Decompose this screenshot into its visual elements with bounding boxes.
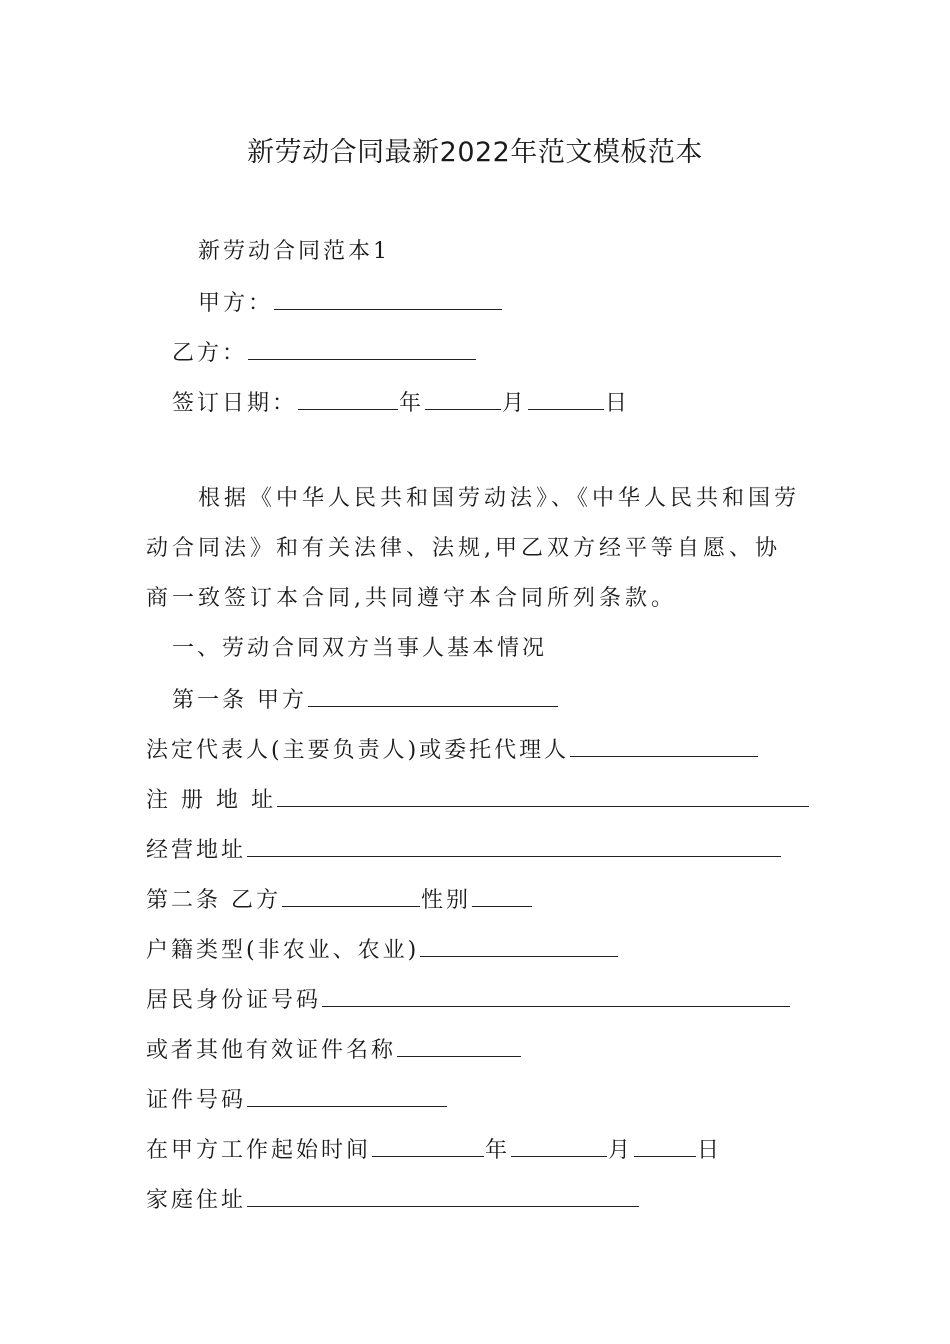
reg-address-line <box>146 784 810 816</box>
other-id-label: 或者其他有效证件名称 <box>146 1038 397 1063</box>
sign-date-label: 签订日期： <box>172 391 298 416</box>
party-b-blank[interactable] <box>248 337 476 360</box>
reg-address-blank[interactable] <box>277 784 809 807</box>
household-blank[interactable] <box>420 934 618 957</box>
household-label: 户籍类型(非农业、农业) <box>146 938 420 963</box>
employer-name-blank[interactable] <box>308 684 558 707</box>
sign-month-blank[interactable] <box>425 387 501 410</box>
start-month-blank[interactable] <box>511 1134 607 1157</box>
start-time-label: 在甲方工作起始时间 <box>146 1138 372 1163</box>
party-b-line <box>172 337 477 369</box>
sign-date-line <box>172 387 630 419</box>
article-2-line <box>146 884 533 916</box>
legal-rep-line <box>146 734 759 766</box>
sign-year-blank[interactable] <box>298 387 398 410</box>
intro-paragraph <box>146 474 806 624</box>
gender-blank[interactable] <box>472 884 532 907</box>
legal-rep-blank[interactable] <box>570 734 758 757</box>
day-label: 日 <box>605 391 631 416</box>
biz-address-label: 经营地址 <box>146 838 247 863</box>
cert-number-line <box>146 1084 448 1116</box>
intro-text: 根据《中华人民共和国劳动法》、《中华人民共和国劳动合同法》和有关法律、法规,甲乙双方经平等自愿、协商一致签订本合同,共同遵守本合同所列条款。 <box>146 486 801 611</box>
document-title: 新劳动合同最新2022年范文模板范本 <box>247 137 703 168</box>
cert-number-blank[interactable] <box>247 1084 447 1107</box>
household-line <box>146 934 619 966</box>
home-address-blank[interactable] <box>247 1184 639 1207</box>
party-a-label: 甲方： <box>198 291 274 316</box>
gender-label: 性别 <box>421 888 472 913</box>
party-a-line <box>198 287 503 319</box>
home-address-line <box>146 1184 640 1216</box>
start-year-label: 年 <box>485 1138 511 1163</box>
start-day-label: 日 <box>697 1138 723 1163</box>
start-day-blank[interactable] <box>634 1134 696 1157</box>
start-time-line <box>146 1134 722 1166</box>
other-id-line <box>146 1034 522 1066</box>
sign-day-blank[interactable] <box>528 387 604 410</box>
year-label: 年 <box>399 391 425 416</box>
article-2-label: 第二条 乙方 <box>146 888 281 913</box>
party-b-label: 乙方： <box>172 341 248 366</box>
legal-rep-label: 法定代表人(主要负责人)或委托代理人 <box>146 738 570 763</box>
cert-number-label: 证件号码 <box>146 1088 247 1113</box>
section-1-heading: 一、劳动合同双方当事人基本情况 <box>172 636 548 661</box>
month-label: 月 <box>502 391 528 416</box>
reg-address-label: 注 册 地 址 <box>146 788 276 813</box>
id-number-line <box>146 984 791 1016</box>
start-year-blank[interactable] <box>372 1134 484 1157</box>
party-a-blank[interactable] <box>274 287 502 310</box>
employee-name-blank[interactable] <box>282 884 420 907</box>
home-address-label: 家庭住址 <box>146 1188 247 1213</box>
contract-subtitle: 新劳动合同范本1 <box>198 239 390 264</box>
article-1-line <box>172 684 559 716</box>
id-number-label: 居民身份证号码 <box>146 988 322 1013</box>
biz-address-line <box>146 834 782 866</box>
article-1-label: 第一条 甲方 <box>172 688 307 713</box>
other-id-blank[interactable] <box>397 1034 521 1057</box>
id-number-blank[interactable] <box>322 984 790 1007</box>
start-month-label: 月 <box>608 1138 634 1163</box>
biz-address-blank[interactable] <box>247 834 781 857</box>
